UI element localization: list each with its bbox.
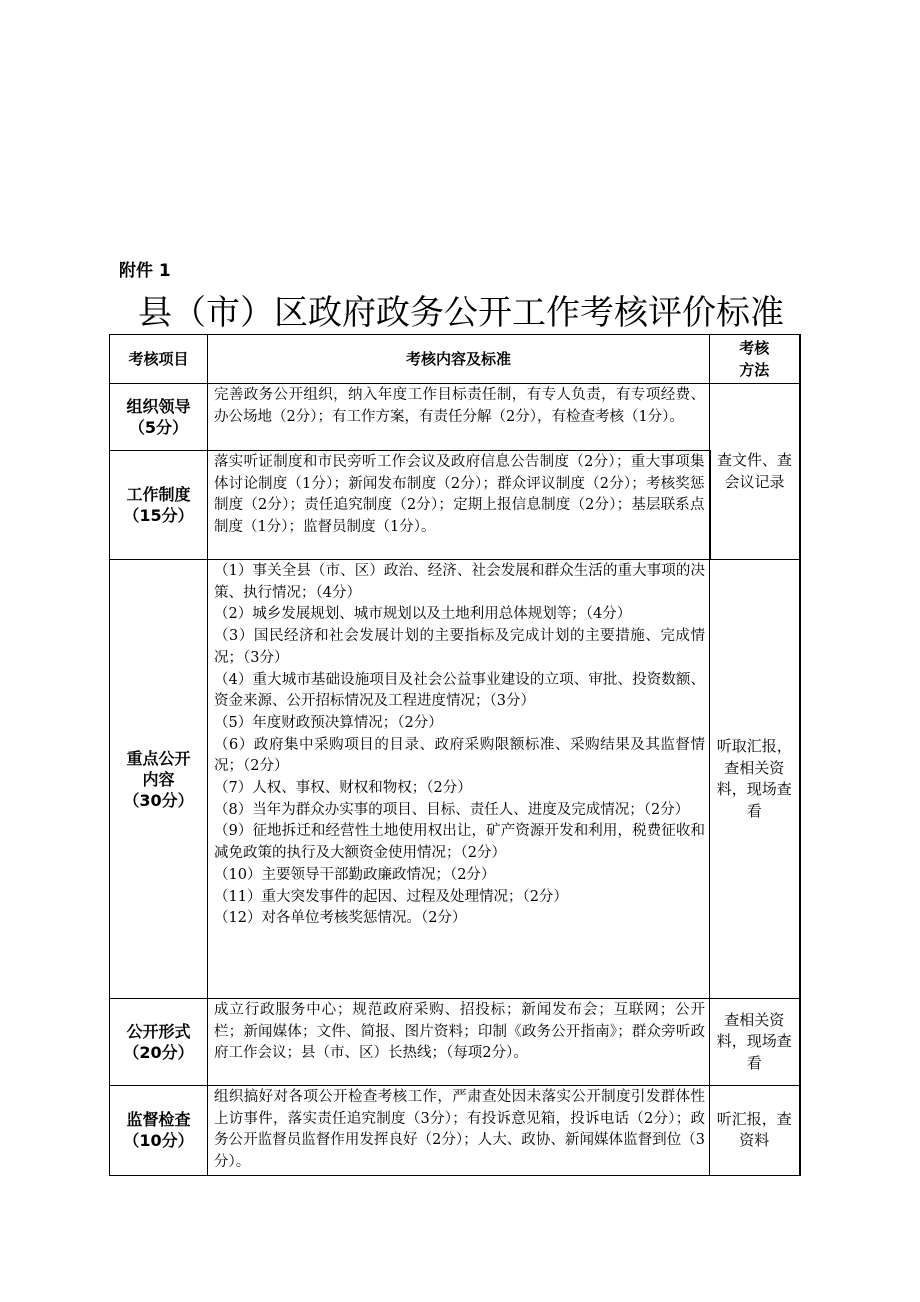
item-cell xyxy=(110,451,208,560)
content-list-item: （8）当年为群众办实事的项目、目标、责任人、进度及完成情况；（2分） xyxy=(214,801,690,818)
item-score: （15分） xyxy=(123,506,194,525)
content-cell: 组织搞好对各项公开检查考核工作，严肃查处因未落实公开制度引发群体性上访事件，落实责任追究制度（3分）；有投诉意见箱，投诉电话（2分）；政务公开监督员监督作用发挥良好（2分）；人大、政协、新闻媒体监督到位（3分）。 xyxy=(208,1086,710,1176)
content-cell: 成立行政服务中心；规范政府采购、招投标；新闻发布会；互联网；公开栏；新闻媒体；文件、简报、图片资料；印制《政务公开指南》；群众旁听政府工作会议；县（市、区）长热线；（每项2分）。 xyxy=(208,999,710,1086)
table-header-row xyxy=(110,335,800,384)
header-content: 考核内容及标准 xyxy=(208,335,710,384)
content-list-item: （10）主要领导干部勤政廉政情况；（2分） xyxy=(214,866,496,883)
item-name-cont: 内容 xyxy=(142,769,175,789)
content-list-item: （3）国民经济和社会发展计划的主要指标及完成计划的主要措施、完成情况；（3分） xyxy=(214,628,705,666)
item-name: 组织领导 xyxy=(126,397,191,416)
item-cell xyxy=(110,999,208,1086)
method-cell: 听汇报，查资料 xyxy=(710,1086,800,1176)
header-item: 考核项目 xyxy=(110,335,208,384)
item-score: （30分） xyxy=(123,790,194,810)
content-cell xyxy=(208,560,710,999)
content-cell: 落实听证制度和市民旁听工作会议及政府信息公告制度（2分）；重大事项集体讨论制度（1分）；新闻发布制度（2分）；群众评议制度（2分）；考核奖惩制度（2分）；责任追究制度（2分）；定期上报信息制度（2分）；基层联系点制度（1分）；监督员制度（1分）。 xyxy=(208,451,710,560)
method-cell: 查文件、查会议记录 xyxy=(710,384,800,560)
table-row xyxy=(110,560,800,999)
content-cell: 完善政务公开组织，纳入年度工作目标责任制，有专人负责，有专项经费、办公场地（2分）；有工作方案，有责任分解（2分），有检查考核（1分）。 xyxy=(208,384,710,451)
content-list-item: （4）重大城市基础设施项目及社会公益事业建设的立项、审批、投资数额、资金来源、公开招标情况及工程进度情况；（3分） xyxy=(214,671,705,710)
content-list-item: （1）事关全县（市、区）政治、经济、社会发展和群众生活的重大事项的决策、执行情况；（4分） xyxy=(214,563,705,601)
item-name: 工作制度 xyxy=(126,485,191,504)
content-list-item: （9）征地拆迁和经营性土地使用权出让，矿产资源开发和利用，税费征收和减免政策的执行及大额资金使用情况；（2分） xyxy=(214,823,705,862)
attachment-label: 附件 1 xyxy=(119,261,171,281)
header-method-line2: 方法 xyxy=(739,361,770,379)
item-name: 重点公开 xyxy=(126,748,191,768)
item-cell xyxy=(110,384,208,451)
content-list-item: （5）年度财政预决算情况；（2分） xyxy=(214,714,443,731)
item-score: （10分） xyxy=(123,1131,194,1151)
content-list-item: （11）重大突发事件的起因、过程及处理情况；（2分） xyxy=(214,888,568,905)
item-name: 监督检查 xyxy=(126,1110,191,1130)
document-title: 县（市）区政府政务公开工作考核评价标准 xyxy=(138,293,784,333)
evaluation-table xyxy=(109,334,801,1176)
item-cell xyxy=(110,1086,208,1176)
table-row xyxy=(110,999,800,1086)
item-cell xyxy=(110,560,208,999)
item-score: （20分） xyxy=(123,1043,194,1062)
header-method xyxy=(710,335,800,384)
content-list-item: （7）人权、事权、财权和物权；（2分） xyxy=(214,780,472,797)
item-name: 公开形式 xyxy=(126,1022,191,1041)
content-list-item: （12）对各单位考核奖惩情况。（2分） xyxy=(214,910,467,927)
content-list-item: （6）政府集中采购项目的目录、政府采购限额标准、采购结果及其监督情况；（2分） xyxy=(214,736,705,775)
method-cell: 查相关资料，现场查看 xyxy=(710,999,800,1086)
method-cell: 听取汇报，查相关资料，现场查看 xyxy=(710,560,800,999)
content-list-item: （2）城乡发展规划、城市规划以及土地利用总体规划等；（4分） xyxy=(214,606,632,623)
table-row xyxy=(110,1086,800,1176)
table-row xyxy=(110,451,800,560)
header-method-line1: 考核 xyxy=(739,339,770,357)
item-score: （5分） xyxy=(128,418,189,437)
table-row xyxy=(110,384,800,451)
